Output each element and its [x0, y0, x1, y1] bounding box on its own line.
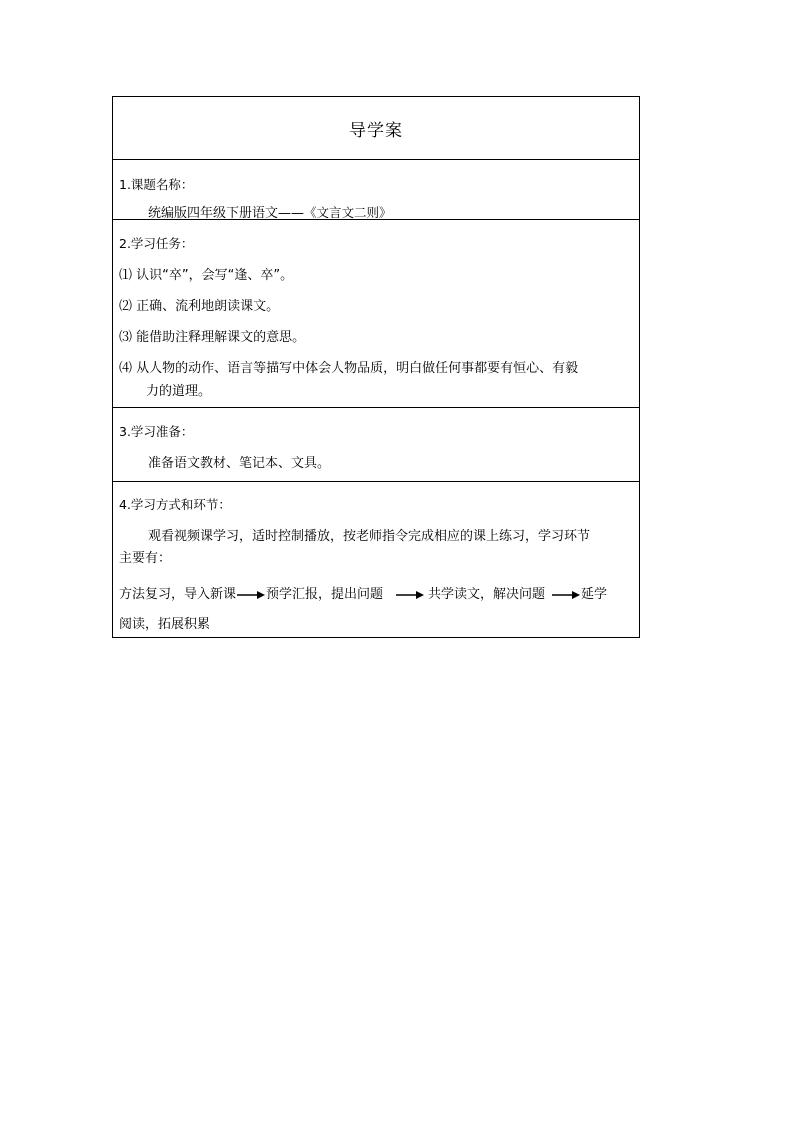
title-row: [113, 97, 639, 160]
step-3: 共学读文，解决问题: [428, 587, 546, 602]
section-method-heading: 4.学习方式和环节：: [119, 497, 231, 512]
study-guide-table: [112, 96, 640, 638]
task-number: ⑵: [119, 299, 133, 314]
topic-content: [148, 202, 392, 221]
step-1: 方法复习，导入新课: [119, 587, 237, 602]
task-text: 认识“卒”，会写“逢、卒”。: [136, 268, 294, 283]
step-2: 预学汇报，提出问题: [266, 587, 384, 602]
page-title: 导学案: [349, 120, 403, 141]
section-topic: [113, 160, 639, 220]
task-text-continuation: 力的道理。: [146, 384, 212, 399]
topic-prefix: 统编版四年级下册语文——: [148, 206, 305, 221]
preparation-content: 准备语文教材、笔记本、文具。: [148, 456, 331, 471]
task-number: ⑴: [119, 268, 133, 283]
section-preparation-heading: 3.学习准备：: [119, 424, 194, 439]
method-steps-line: [119, 583, 607, 602]
step-4: 延学: [581, 587, 608, 602]
task-item: [119, 326, 305, 345]
task-text: 从人物的动作、语言等描写中体会人物品质，明白做任何事都要有恒心、有毅: [136, 361, 579, 376]
section-preparation: [113, 408, 639, 482]
task-number: ⑷: [119, 361, 133, 376]
method-steps-continuation: 阅读，拓展积累: [119, 617, 211, 632]
method-paragraph-line1: 观看视频课学习，适时控制播放，按老师指令完成相应的课上练习，学习环节: [148, 529, 591, 544]
task-text: 正确、流利地朗读课文。: [136, 299, 280, 314]
section-tasks-heading: 2.学习任务：: [119, 236, 194, 251]
topic-book-title: 《文言文二则》: [304, 205, 392, 220]
section-topic-heading: 1.课题名称：: [119, 177, 194, 192]
task-item: [119, 357, 578, 376]
task-text: 能借助注释理解课文的意思。: [136, 330, 306, 345]
arrow-right-icon: [395, 590, 425, 600]
method-paragraph-line2: 主要有：: [119, 551, 172, 566]
arrow-right-icon: [551, 590, 581, 600]
task-item: [119, 295, 279, 314]
section-tasks: [113, 220, 639, 408]
task-number: ⑶: [119, 330, 133, 345]
task-item: [119, 264, 293, 283]
arrow-right-icon: [236, 590, 266, 600]
section-method: [113, 482, 639, 637]
